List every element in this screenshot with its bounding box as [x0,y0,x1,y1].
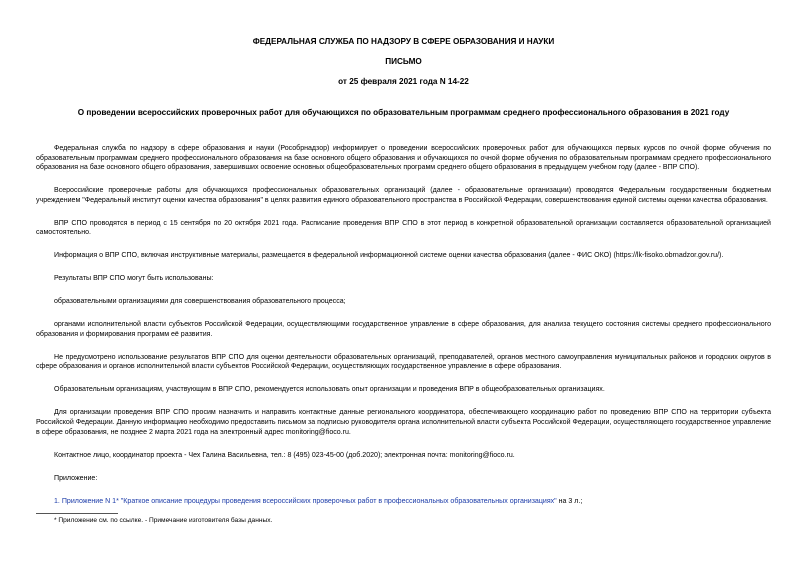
paragraph: Федеральная служба по надзору в сфере образования и науки (Рособрнадзор) информирует о проведении всероссийских проверочных работ для обучающихся первых курсов по очной форме обучения по образовательным программам среднего профессионального образования на базе основного общего образования и обучающихся по очной форме обучения по образовательным программам среднего профессионального образования на базе основного общего образования, завершивших освоение основных общеобразовательных программ среднего общего образования в предыдущем учебном году (далее - ВПР СПО). [36,145,771,172]
paragraph: органами исполнительной власти субъектов Российской Федерации, осуществляющими государственное управление в сфере образования, для анализа текущего состояния системы среднего профессионального образования и формирования программ её развития. [36,321,771,338]
footnote-divider [36,513,118,514]
paragraph: Образовательным организациям, участвующим в ВПР СПО, рекомендуется использовать опыт организации и проведения ВПР в общеобразовательных организациях. [54,386,605,394]
agency-heading: ФЕДЕРАЛЬНАЯ СЛУЖБА ПО НАДЗОРУ В СФЕРЕ ОБРАЗОВАНИЯ И НАУКИ [252,37,555,46]
paragraph: Результаты ВПР СПО могут быть использованы: [54,275,214,283]
appendix-link[interactable]: 1. Приложение N 1* "Краткое описание процедуры проведения всероссийских проверочных работ в профессиональных образовательных организациях" [54,497,557,505]
document-title: О проведении всероссийских проверочных работ для обучающихся по образовательным программам среднего профессионального образования в 2021 году [77,108,730,117]
paragraph: Всероссийские проверочные работы для обучающихся профессиональных образовательных организаций (далее - образовательные организации) проводятся Федеральным государственным бюджетным учреждением "Федеральный институт оценки качества образования" в целях развития единого образовательного пространства в Российской Федерации, совершенствования единой системы оценки качества образования. [36,187,771,204]
paragraph: ВПР СПО проводятся в период с 15 сентября по 20 октября 2021 года. Расписание проведения ВПР СПО в этот период в конкретной образовательной организации составляется образовательной организацией самостоятельно. [36,219,771,237]
footnote: * Приложение см. по ссылке. - Примечание изготовителя базы данных. [54,517,273,524]
appendix-item [36,497,771,507]
paragraph: образовательными организациями для совершенствования образовательного процесса; [54,298,346,306]
appendix-heading: Приложение: [54,474,98,482]
paragraph: Контактное лицо, координатор проекта - Чех Галина Васильевна, тел.: 8 (495) 023-45-00 (доб.2020); электронная почта: monitoring@fioco.ru. [54,451,515,459]
paragraph: Для организации проведения ВПР СПО просим назначить и направить контактные данные регионального координатора, обеспечивающего координацию работ по проведению ВПР СПО на территории субъекта Российской Федерации. Данную информацию необходимо предоставить письмом за подписью руководителя органа исполнительной власти субъекта Российской Федерации, осуществляющего государственное управление в сфере образования, не позднее 2 марта 2021 года на электронный адрес monitoring@fioco.ru. [36,409,771,436]
paragraph: Информация о ВПР СПО, включая инструктивные материалы, размещается в федеральной информационной системе оценки качества образования (далее - ФИС ОКО) (https://lk-fisoko.obrnadzor.gov.ru/). [54,252,724,260]
paragraph: Не предусмотрено использование результатов ВПР СПО для оценки деятельности образовательных организаций, преподавателей, органов местного самоуправления муниципальных районов и городских округов в сфере образования и органов исполнительной власти субъектов Российской Федерации, осуществляющих государственное управление в сфере образования. [36,353,771,371]
document-date-number: от 25 февраля 2021 года N 14-22 [338,77,469,86]
document-type: ПИСЬМО [385,57,422,66]
letter-body [36,144,771,520]
appendix-suffix: на 3 л.; [556,497,583,505]
